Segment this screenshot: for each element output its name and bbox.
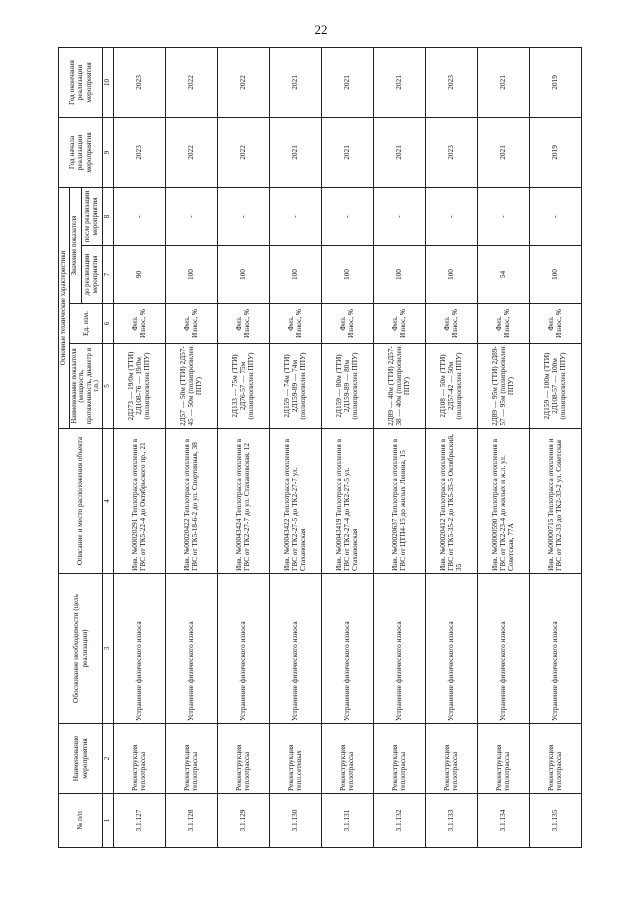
cell-num: 3.1.134 xyxy=(477,794,529,848)
cell-description: Инв. №00043419 Теплотрасса отопления в ГВС от ТК2-27-4 до ТК2-27-5 ул. Стахановская xyxy=(321,429,373,574)
cell-after: - xyxy=(113,187,165,245)
cell-justification: Устранение физического износа xyxy=(425,574,477,724)
cell-name: Реконструкция теплотрассы xyxy=(165,724,217,794)
cell-num: 3.1.129 xyxy=(217,794,269,848)
col-number: 8 xyxy=(103,187,114,245)
cell-description: Инв. №00043424 Теплотрасса отопления в ГВС от ТК2-27-7 до ул. Стахановская, 12 xyxy=(217,429,269,574)
cell-justification: Устранение физического износа xyxy=(165,574,217,724)
cell-indicator: 2Д159 — 80м (ТТИ) 2Д159-89 — 80м (полипропилен ППУ) xyxy=(321,344,373,429)
cell-num: 3.1.133 xyxy=(425,794,477,848)
table-row xyxy=(217,47,269,847)
cell-name: Реконструкция тепл.сетевых xyxy=(269,724,321,794)
cell-name: Реконструкция теплотрассы xyxy=(321,724,373,794)
cell-justification: Устранение физического износа xyxy=(373,574,425,724)
cell-name: Реконструкция теплотрассы xyxy=(113,724,165,794)
cell-before: 100 xyxy=(217,246,269,304)
cell-end-year: 2023 xyxy=(425,47,477,117)
cell-justification: Устранение физического износа xyxy=(529,574,581,724)
cell-description: Инв. №00020422 Теплотрасса отопления в ГВС от ТК5-18-6-2 до ул. Спортивная, 38 xyxy=(165,429,217,574)
cell-end-year: 2022 xyxy=(217,47,269,117)
cell-justification: Устранение физического износа xyxy=(113,574,165,724)
header-indicator: Наименование показателя (мощность, протяженность, диаметр и т.п.) xyxy=(69,344,102,429)
col-number: 2 xyxy=(103,724,114,794)
cell-description: Инв. №00000590 Теплотрасса отопления в ГВС от ТК2-23-4 до жилых и ж.л. ул. Советская, 77А xyxy=(477,429,529,574)
cell-justification: Устранение физического износа xyxy=(477,574,529,724)
cell-justification: Устранение физического износа xyxy=(321,574,373,724)
cell-num: 3.1.130 xyxy=(269,794,321,848)
header-justification: Обоснование необходимости (цель реализации) xyxy=(59,574,103,724)
header-before: до реализации мероприятия xyxy=(81,246,102,304)
cell-indicator: 2Д159 — 74м (ТТИ) 2Д159-89 — 74м (полипропилен ППУ) xyxy=(269,344,321,429)
table-row xyxy=(477,47,529,847)
header-description: Описание и место расположения объекта xyxy=(59,429,103,574)
cell-start-year: 2021 xyxy=(321,117,373,187)
header-after: после реализации мероприятия xyxy=(81,187,102,245)
rotated-table-container xyxy=(58,48,577,848)
cell-after: - xyxy=(165,187,217,245)
table-row xyxy=(113,47,165,847)
cell-unit: Физ. Износ, % xyxy=(477,304,529,344)
cell-before: 100 xyxy=(321,246,373,304)
header-num: № п/п xyxy=(59,794,103,848)
cell-start-year: 2022 xyxy=(217,117,269,187)
cell-end-year: 2021 xyxy=(269,47,321,117)
cell-indicator: 2Д159 — 100м (ТТИ) 2Д108-57 — 100м (полипропилен ППУ) xyxy=(529,344,581,429)
cell-after: - xyxy=(321,187,373,245)
cell-after: - xyxy=(425,187,477,245)
cell-indicator: 2Д273 — 19/0м (ТТИ) 2Д108-76 — 19/0м (полипропилен ППУ) xyxy=(113,344,165,429)
cell-name: Реконструкция теплотрассы xyxy=(425,724,477,794)
cell-start-year: 2023 xyxy=(113,117,165,187)
header-values-group: Значение показателя xyxy=(69,187,81,303)
col-number: 7 xyxy=(103,246,114,304)
cell-indicator: 2Д133 — 75м (ТТИ) 2Д76-57 — 75м (полипропилен ППУ) xyxy=(217,344,269,429)
col-number: 9 xyxy=(103,117,114,187)
cell-start-year: 2022 xyxy=(165,117,217,187)
cell-unit: Физ. Износ, % xyxy=(373,304,425,344)
cell-end-year: 2021 xyxy=(477,47,529,117)
cell-justification: Устранение физического износа xyxy=(217,574,269,724)
cell-before: 100 xyxy=(425,246,477,304)
cell-unit: Физ. Износ, % xyxy=(165,304,217,344)
cell-end-year: 2022 xyxy=(165,47,217,117)
cell-justification: Устранение физического износа xyxy=(269,574,321,724)
cell-end-year: 2019 xyxy=(529,47,581,117)
header-name: Наименование мероприятия xyxy=(59,724,103,794)
table-row xyxy=(321,47,373,847)
cell-unit: Физ. Износ, % xyxy=(321,304,373,344)
cell-num: 3.1.128 xyxy=(165,794,217,848)
cell-name: Реконструкция теплотрассы xyxy=(217,724,269,794)
cell-description: Инв. №00020291 Теплотрасса отопления в ГВС от ТК5-22-4 до Октябрьского пр., 21 xyxy=(113,429,165,574)
cell-unit: Физ. Износ, % xyxy=(113,304,165,344)
cell-start-year: 2021 xyxy=(373,117,425,187)
cell-unit: Физ. Износ, % xyxy=(217,304,269,344)
col-number: 10 xyxy=(103,47,114,117)
cell-unit: Физ. Износ, % xyxy=(529,304,581,344)
cell-unit: Физ. Износ, % xyxy=(269,304,321,344)
cell-description: Инв. №00000715 Теплотрасса отопления и ГВС от ТК2-33 до ТК2-33-2 ул. Советская xyxy=(529,429,581,574)
cell-after: - xyxy=(373,187,425,245)
cell-num: 3.1.135 xyxy=(529,794,581,848)
cell-num: 3.1.132 xyxy=(373,794,425,848)
cell-before: 100 xyxy=(165,246,217,304)
cell-start-year: 2019 xyxy=(529,117,581,187)
cell-start-year: 2021 xyxy=(269,117,321,187)
table-row xyxy=(425,47,477,847)
cell-before: 100 xyxy=(373,246,425,304)
col-number: 3 xyxy=(103,574,114,724)
cell-name: Реконструкция теплотрассы xyxy=(529,724,581,794)
cell-end-year: 2021 xyxy=(321,47,373,117)
cell-start-year: 2023 xyxy=(425,117,477,187)
cell-end-year: 2023 xyxy=(113,47,165,117)
cell-before: 54 xyxy=(477,246,529,304)
col-number: 5 xyxy=(103,344,114,429)
table-row xyxy=(269,47,321,847)
header-unit: Ед. изм. xyxy=(69,304,102,344)
table-row xyxy=(165,47,217,847)
cell-num: 3.1.131 xyxy=(321,794,373,848)
cell-after: - xyxy=(477,187,529,245)
cell-indicator: 2Д108 — 50м (ТТИ) 2Д57-42 — 50м (полипропилен ППУ) xyxy=(425,344,477,429)
cell-indicator: 2Д57 — 50м (ТТИ) 2Д57-45 — 50м (полипропилен ППУ) xyxy=(165,344,217,429)
cell-start-year: 2021 xyxy=(477,117,529,187)
cell-before: 90 xyxy=(113,246,165,304)
cell-num: 3.1.127 xyxy=(113,794,165,848)
cell-end-year: 2021 xyxy=(373,47,425,117)
cell-after: - xyxy=(529,187,581,245)
col-number: 4 xyxy=(103,429,114,574)
cell-name: Реконструкция теплотрассы xyxy=(477,724,529,794)
col-number: 6 xyxy=(103,304,114,344)
cell-description: Инв. №00020637 Теплотрасса отопления в ГВС от ЦТП4-15 до жилых Ленина, 15 xyxy=(373,429,425,574)
cell-description: Инв. №00043422 Теплотрасса отопления в ГВС от ТК2-27-5 до ТК2-27-7 ул. Стахановская xyxy=(269,429,321,574)
cell-after: - xyxy=(269,187,321,245)
cell-after: - xyxy=(217,187,269,245)
cell-before: 100 xyxy=(529,246,581,304)
header-tech-group: Основные технические характеристики xyxy=(59,187,70,428)
cell-name: Реконструкция теплотрассы xyxy=(373,724,425,794)
measures-table xyxy=(58,47,582,848)
cell-unit: Физ. Износ, % xyxy=(425,304,477,344)
header-start-year: Год начала реализации мероприятия xyxy=(59,117,103,187)
table-row xyxy=(373,47,425,847)
table-row xyxy=(529,47,581,847)
col-number: 1 xyxy=(103,794,114,848)
cell-indicator: 2Д89 — 95м (ТТИ) 2Д89-57 — 95м (полипропилен ППУ) xyxy=(477,344,529,429)
cell-indicator: 2Д89 — 40м (ТТИ) 2Д57-38 — 40м (полипропилен ППУ) xyxy=(373,344,425,429)
cell-before: 100 xyxy=(269,246,321,304)
header-end-year: Год окончания реализации мероприятия xyxy=(59,47,103,117)
page-number: 22 xyxy=(314,22,328,37)
cell-description: Инв. №00020412 Теплотрасса отопления в ГВС от ТК5-35-2 до ТК5-35-5 Октябрьский, 35 xyxy=(425,429,477,574)
